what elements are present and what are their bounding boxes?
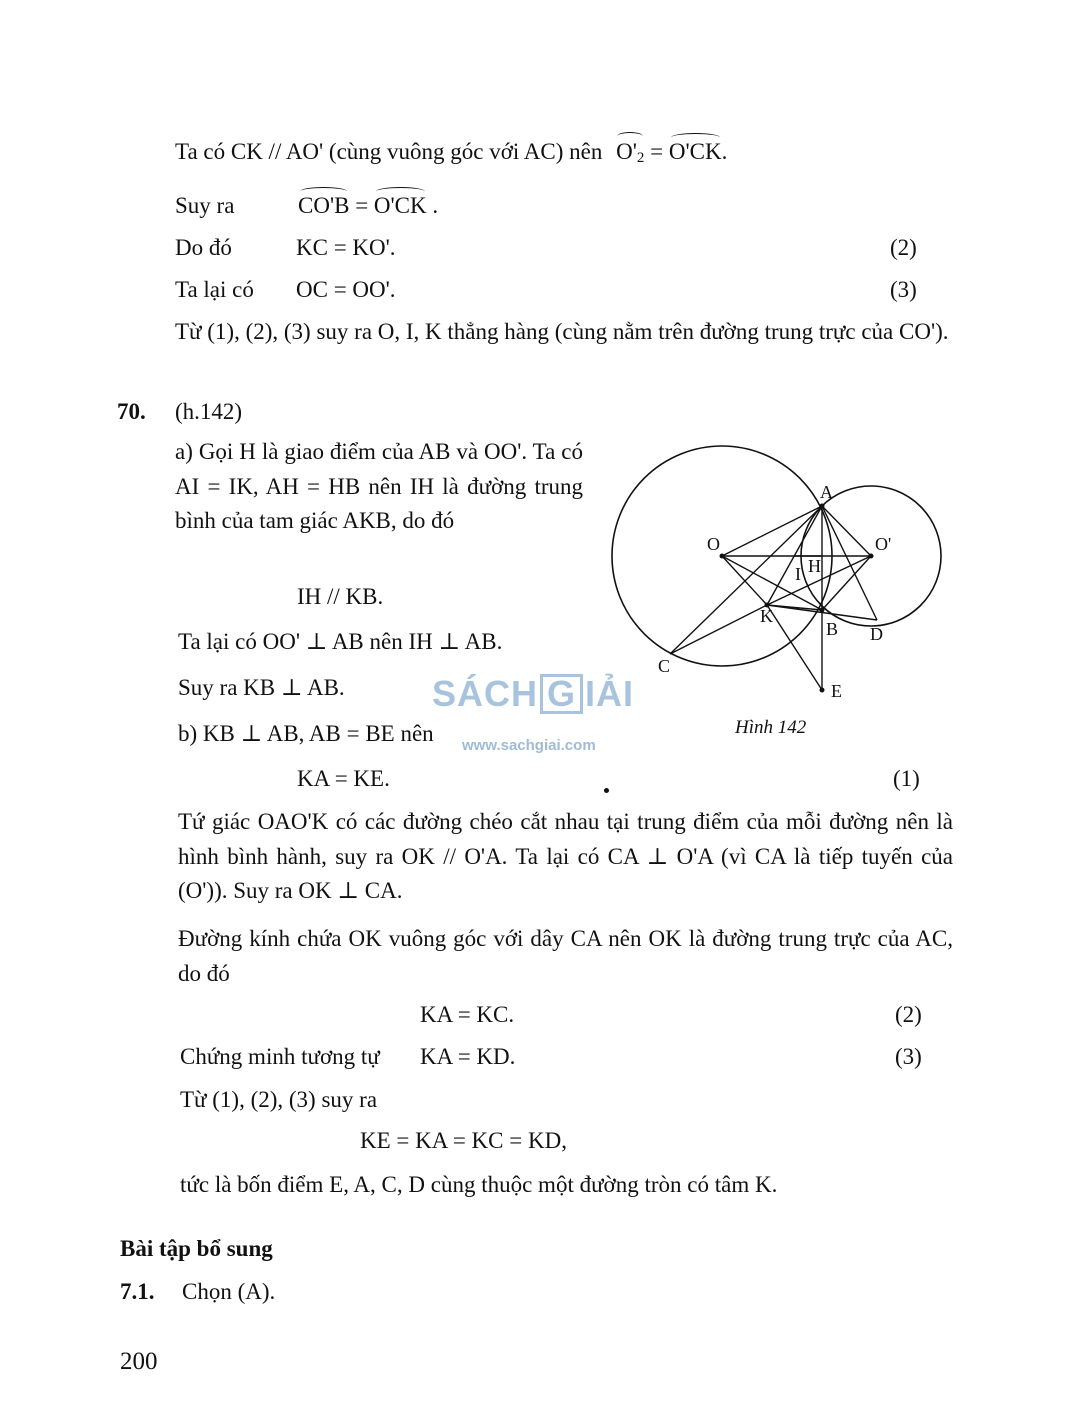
- figure-reference: (h.142): [175, 399, 243, 424]
- angle-ock: [669, 138, 722, 166]
- watermark-url: www.sachgiai.com: [462, 737, 596, 754]
- angle-ock-2: [374, 192, 427, 220]
- line-ta-lai-co-label: Ta lại có: [175, 277, 254, 302]
- label-c: C: [658, 656, 671, 676]
- line-conclusion: tức là bốn điểm E, A, C, D cùng thuộc một đường tròn có tâm K.: [180, 1172, 778, 1197]
- label-k: K: [760, 606, 773, 626]
- page-number: 200: [120, 1348, 158, 1375]
- label-d: D: [870, 624, 883, 644]
- label-i: I: [795, 564, 801, 584]
- label-b: B: [826, 619, 839, 639]
- paragraph-part-a: a) Gọi H là giao điểm của AB và OO'. Ta có AI = IK, AH = HB nên IH là đường trung bình của tam giác AKB, do đó: [175, 439, 583, 533]
- line-do-do-expr: KC = KO'.: [296, 235, 396, 260]
- angle-label: O': [616, 139, 637, 164]
- line-part-b-start: b) KB ⊥ AB, AB = BE nên: [178, 721, 434, 746]
- angle-subscript: 2: [636, 150, 645, 166]
- section-heading: Bài tập bổ sung: [120, 1236, 273, 1261]
- segment-ad: [822, 506, 877, 620]
- line-text: Ta có CK // AO' (cùng vuông góc với AC) nên: [175, 139, 603, 164]
- exercise-number-7-1: 7.1.: [120, 1279, 155, 1304]
- angle-cob: [298, 192, 349, 220]
- eq-number-2: (2): [895, 1002, 922, 1027]
- point-a: [820, 504, 825, 509]
- equation-ih-kb: IH // KB.: [297, 584, 384, 609]
- line-chung-minh: Chứng minh tương tự: [180, 1044, 380, 1069]
- line-kb-perp: Suy ra KB ⊥ AB.: [178, 675, 345, 700]
- equation-ka-ke: KA = KE.: [297, 766, 390, 791]
- point-o: [720, 554, 725, 559]
- angle-label: O'CK: [373, 193, 427, 218]
- segment-ao: [722, 506, 822, 556]
- angle-o2: [616, 138, 644, 172]
- stray-dot: [604, 788, 609, 793]
- label-a: A: [820, 482, 833, 502]
- point-e: [820, 688, 825, 693]
- eq-number-3a: (3): [890, 277, 917, 302]
- line-ta-lai-co-expr: OC = OO'.: [296, 277, 396, 302]
- point-o-prime: [869, 554, 874, 559]
- paragraph-collinear: Từ (1), (2), (3) suy ra O, I, K thẳng hàng (cùng nằm trên đường trung trực của CO').: [175, 319, 949, 344]
- equation-ka-kc: KA = KC.: [420, 1002, 515, 1027]
- paragraph-parallelogram: Tứ giác OAO'K có các đường chéo cắt nhau tại trung điểm của mỗi đường nên là hình bình hành, suy ra OK // O'A. Ta lại có CA ⊥ O'A (vì CA là tiếp tuyến của (O')). Suy ra OK ⊥ CA.: [178, 809, 953, 903]
- watermark-pre: SÁCH: [432, 673, 539, 714]
- equals-sign: =: [349, 193, 374, 218]
- segment-kc: [670, 605, 767, 654]
- angle-label: O'CK: [668, 139, 722, 164]
- eq-number-2a: (2): [890, 235, 917, 260]
- line-tu-suy-ra: Từ (1), (2), (3) suy ra: [180, 1087, 378, 1112]
- line-suy-ra: [175, 192, 234, 220]
- exercise-answer: Chọn (A).: [182, 1279, 276, 1304]
- watermark-box: G: [540, 674, 583, 714]
- line-do-do-label: Do đó: [175, 235, 232, 260]
- watermark-logo: [432, 673, 634, 715]
- eq-number-1: (1): [893, 766, 920, 791]
- line-ck-parallel: [175, 138, 727, 172]
- label-h: H: [808, 556, 821, 576]
- label-o-prime: O': [875, 534, 892, 554]
- angle-label: CO'B: [298, 193, 350, 218]
- figure-caption: Hình 142: [735, 717, 807, 738]
- line-suy-ra-expr: [298, 192, 438, 220]
- label-e: E: [831, 681, 842, 701]
- label-o: O: [707, 534, 720, 554]
- period: .: [721, 139, 728, 164]
- line-oo-perp: Ta lại có OO' ⊥ AB nên IH ⊥ AB.: [178, 629, 503, 654]
- paragraph-diameter: Đường kính chứa OK vuông góc với dây CA nên OK là đường trung trực của AC, do đó: [178, 926, 953, 986]
- period: .: [426, 193, 439, 218]
- eq-number-3: (3): [895, 1044, 922, 1069]
- watermark-post: IẢI: [585, 673, 635, 714]
- point-b: [820, 608, 825, 613]
- equals-sign: =: [644, 139, 669, 164]
- equation-final: KE = KA = KC = KD,: [360, 1128, 567, 1153]
- problem-number-70: 70.: [117, 399, 146, 424]
- equation-ka-kd: KA = KD.: [420, 1044, 516, 1069]
- label-suy-ra: Suy ra: [175, 193, 235, 218]
- geometry-figure: [600, 440, 960, 710]
